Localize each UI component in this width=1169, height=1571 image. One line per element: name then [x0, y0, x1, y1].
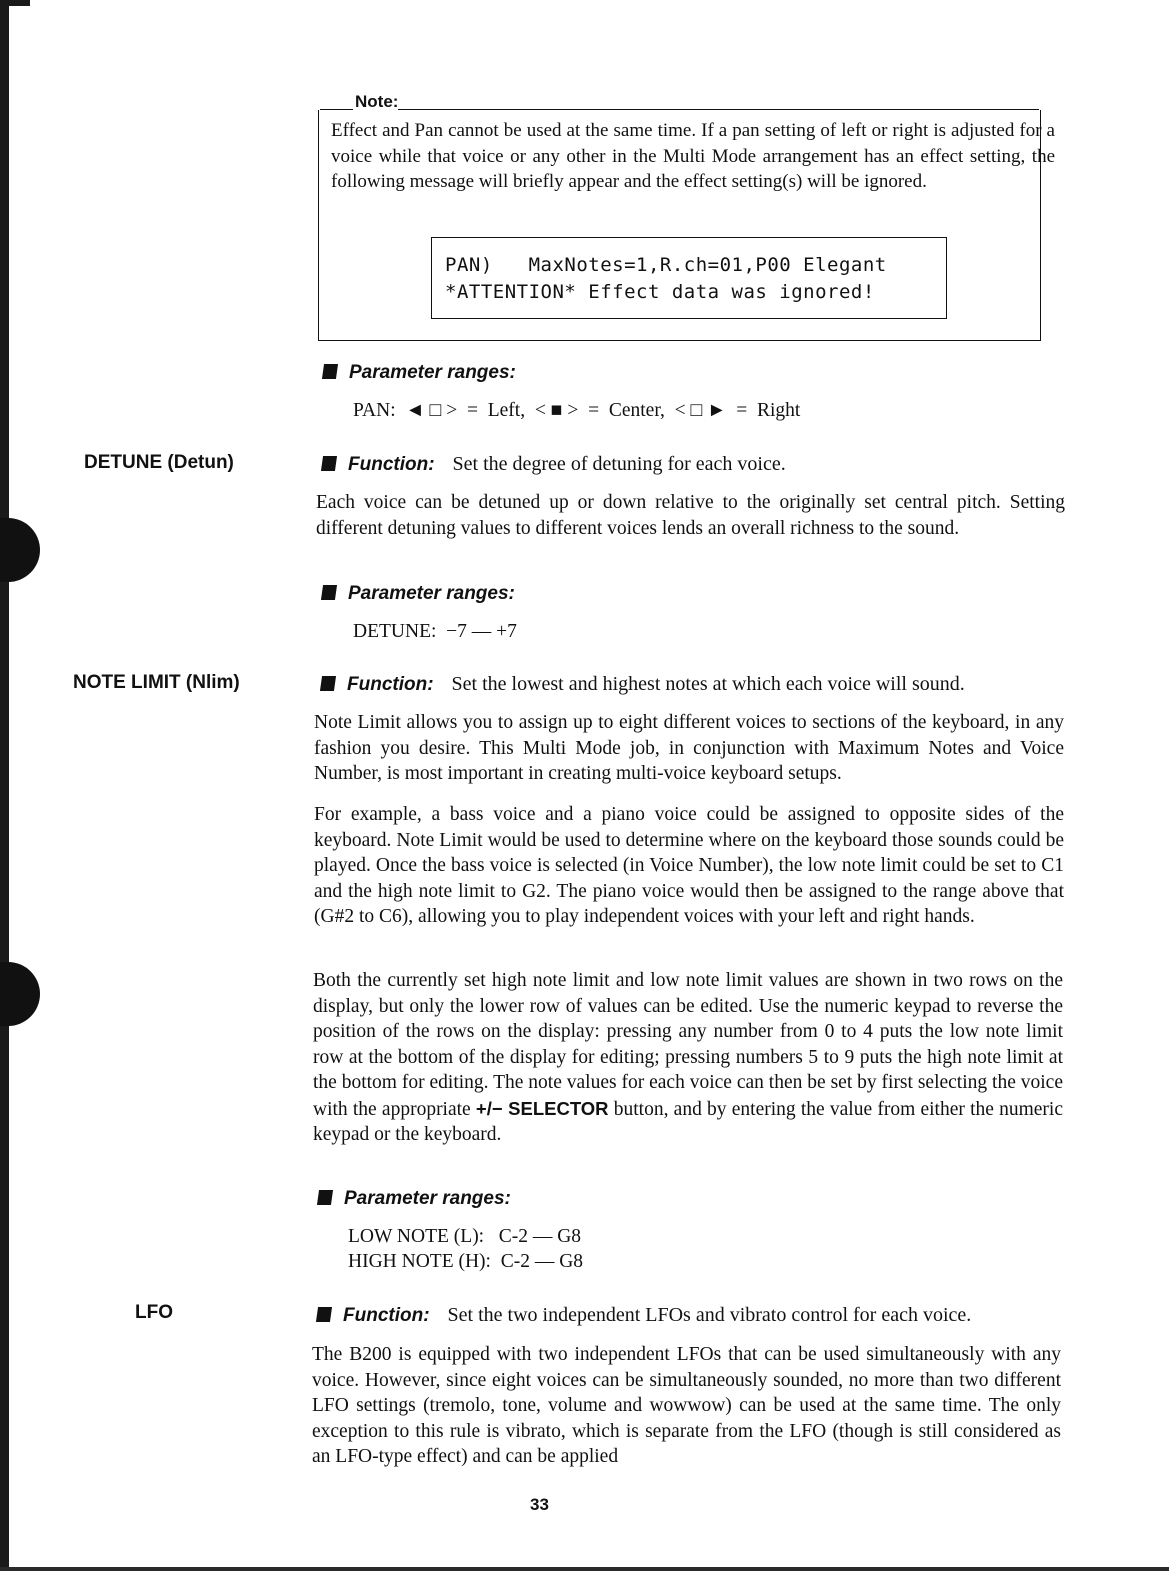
note-limit-range-high: HIGH NOTE (H): C-2 — G8	[348, 1251, 584, 1272]
note-limit-ranges-heading: Parameter ranges:	[318, 1188, 511, 1210]
lcd-line-1: PAN) MaxNotes=1,R.ch=01,P00 Elegant	[445, 254, 887, 276]
detune-function-heading: Function: Set the degree of detuning for each voice.	[322, 453, 786, 476]
square-bullet-icon	[316, 1307, 332, 1322]
pan-range: PAN: ◄ □ > = Left, < ■ > = Center, < □ ► = Right	[353, 400, 801, 421]
punch-hole-upper	[0, 518, 40, 582]
note-limit-function-heading: Function: Set the lowest and highest notes at which each voice will sound.	[321, 673, 965, 696]
note-limit-para-1: Note Limit allows you to assign up to eight different voices to sections of the keyboard, in any fashion you desire. This Multi Mode job, in conjunction with Maximum Notes and Voice Number, is most important in creating multi-voice keyboard setups.	[314, 712, 1064, 784]
detune-body: Each voice can be detuned up or down relative to the originally set central pitch. Setting different detuning values to different voices lends an overall richness to the sound.	[316, 492, 1065, 539]
detune-side-heading: DETUNE (Detun)	[84, 452, 234, 473]
note-limit-function-text: Set the lowest and highest notes at which each voice will sound.	[451, 673, 965, 695]
selector-button-label: +/− SELECTOR	[475, 1097, 609, 1119]
square-bullet-icon	[321, 585, 337, 600]
punch-hole-lower	[0, 962, 40, 1026]
lcd-line-2: *ATTENTION* Effect data was ignored!	[445, 281, 875, 303]
lfo-body: The B200 is equipped with two independent LFOs that can be used simultaneously with any voice. However, since eight voices can be simultaneously sounded, no more than two different LFO settings (tremolo, tone, volume and wowwow) can be used at the same time. The only exception to this rule is vibrato, which is separate from the LFO (though is still considered as an LFO-type effect) and can be applied	[312, 1344, 1061, 1467]
square-bullet-icon	[322, 364, 338, 379]
scan-edge-top	[0, 0, 30, 6]
lfo-side-heading: LFO	[135, 1302, 173, 1323]
note-text: Effect and Pan cannot be used at the same time. If a pan setting of left or right is adjusted for a voice while that voice or any other in the Multi Mode arrangement has an effect setting, the following message will briefly appear and the effect setting(s) will be ignored.	[331, 120, 1055, 192]
scan-edge-left	[0, 0, 9, 1571]
lfo-function-heading: Function: Set the two independent LFOs and vibrato control for each voice.	[317, 1304, 971, 1327]
square-bullet-icon	[320, 676, 336, 691]
lcd-display	[431, 237, 947, 319]
note-limit-side-heading: NOTE LIMIT (Nlim)	[73, 672, 240, 693]
note-limit-range-low: LOW NOTE (L): C-2 — G8	[348, 1226, 582, 1247]
scan-edge-bottom	[0, 1567, 1169, 1571]
note-limit-para-2: For example, a bass voice and a piano voice could be assigned to opposite sides of the keyboard. Note Limit would be used to determine where on the keyboard those sounds could be played. Once the bass voice is selected (in Voice Number), the low note limit could be set to C1 and the high note limit to G2. The piano voice would then be assigned to the range above that (G#2 to C6), allowing you to play independent voices with your left and right hands.	[314, 804, 1064, 927]
detune-ranges-heading: Parameter ranges:	[322, 583, 515, 605]
note-limit-para-3: Both the currently set high note limit and low note limit values are shown in two rows on the display, but only the lower row of values can be edited. Use the numeric keypad to reverse the position of the rows on the display: pressing any number from 0 to 4 puts the low note limit row at the bottom of the display for editing; pressing numbers 5 to 9 puts the high note limit at the bottom for editing. The note values for each voice can then be set by first selecting the voice with the appropriate +/− SELECTOR button, and by entering the value from either the numeric keypad or the keyboard.	[313, 970, 1063, 1145]
detune-function-text: Set the degree of detuning for each voice.	[452, 453, 786, 475]
square-bullet-icon	[317, 1190, 333, 1205]
lfo-function-text: Set the two independent LFOs and vibrato control for each voice.	[447, 1304, 972, 1326]
pan-ranges-heading: Parameter ranges:	[323, 362, 516, 384]
square-bullet-icon	[321, 456, 337, 471]
note-label: Note:	[355, 92, 399, 111]
page-number: 33	[530, 1495, 549, 1514]
detune-range: DETUNE: −7 — +7	[353, 621, 517, 642]
